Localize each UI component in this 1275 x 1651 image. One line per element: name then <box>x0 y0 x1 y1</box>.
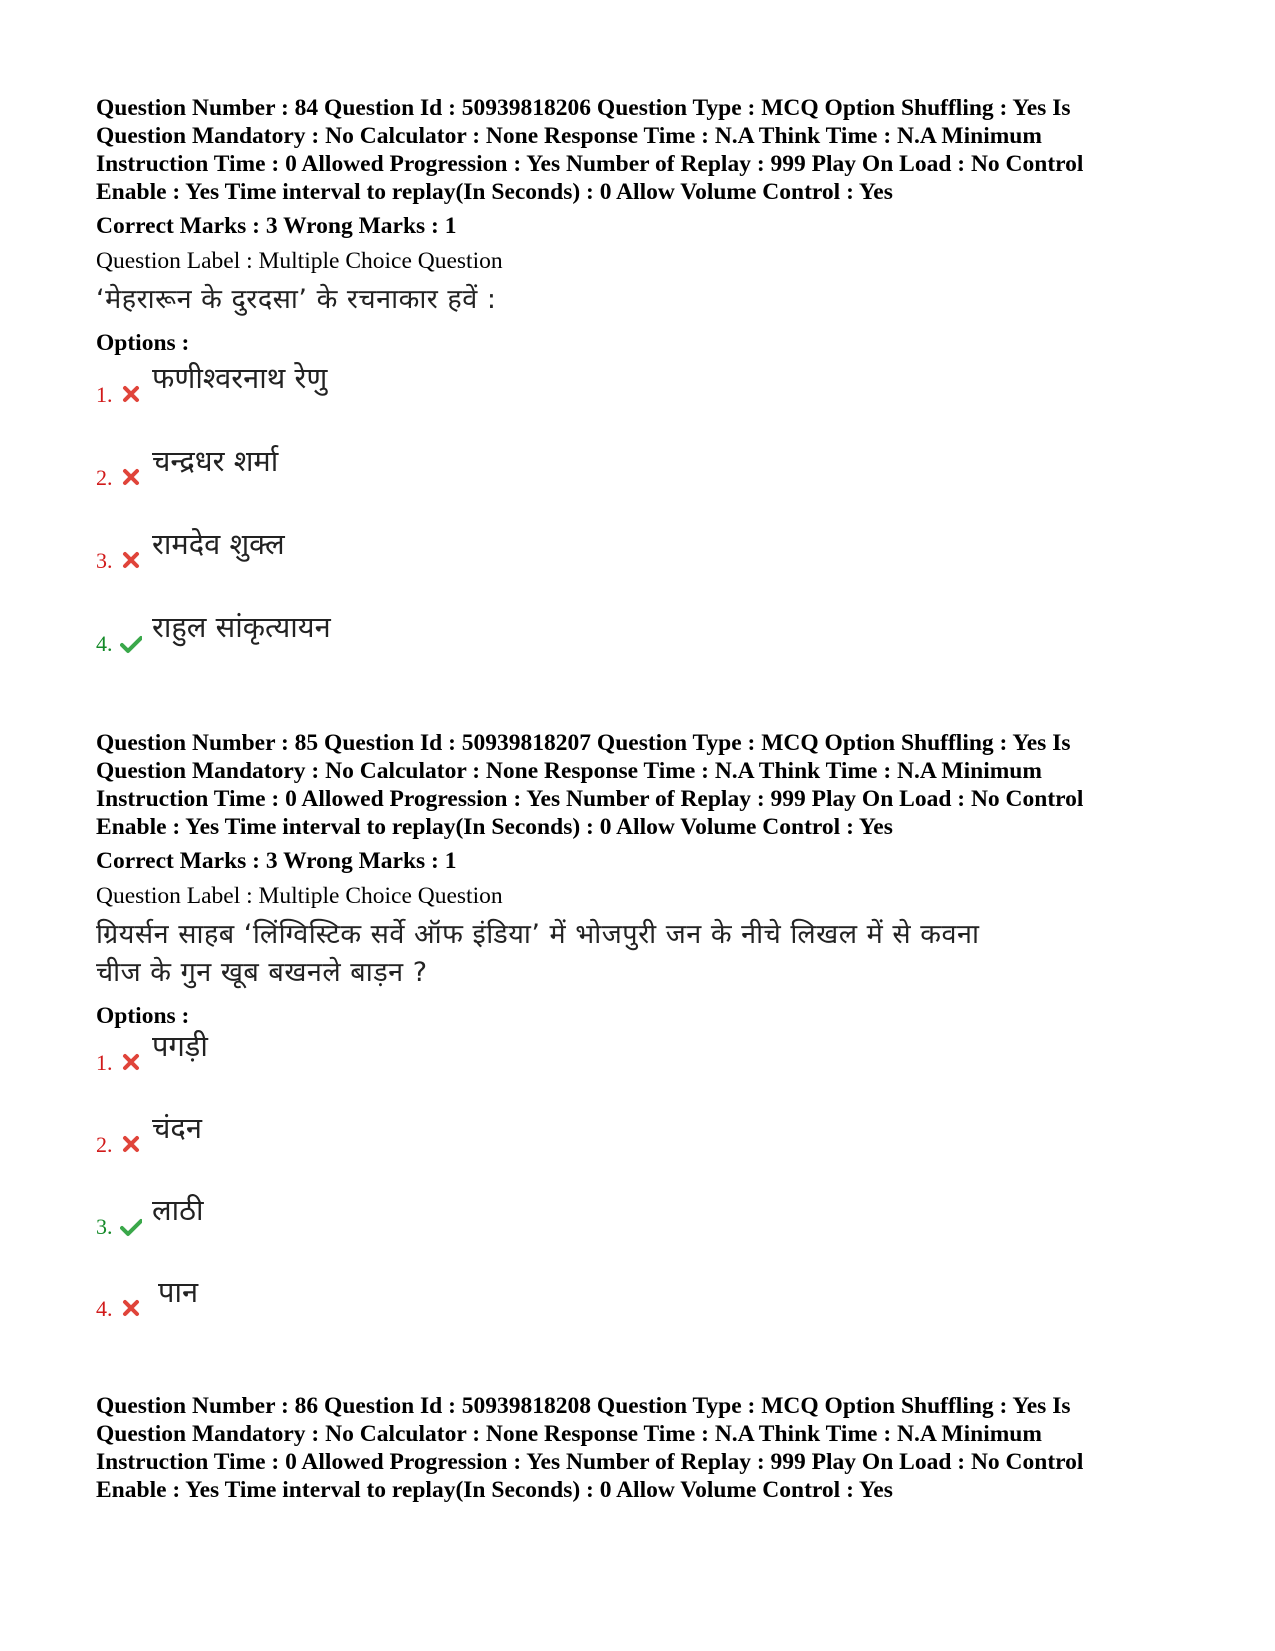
option-3 <box>96 1192 696 1242</box>
checkmark-icon <box>120 1214 142 1238</box>
cross-icon <box>120 1296 142 1320</box>
checkmark-icon <box>120 631 142 655</box>
option-text: फणीश्वरनाथ रेणु <box>152 361 328 395</box>
option-number: 3. <box>96 1214 113 1239</box>
cross-icon <box>120 1132 142 1156</box>
question-label: Question Label : Multiple Choice Question <box>96 248 503 274</box>
cross-icon <box>120 382 142 406</box>
question-label: Question Label : Multiple Choice Question <box>96 883 503 909</box>
question-meta: Question Number : 85 Question Id : 50939818207 Question Type : MCQ Option Shuffling : Yes Is Question Mandatory : No Calculator : None Response Time : N.A Think Time : N.A Minimum Instruction Time : 0 Allowed Progression : Yes Number of Replay : 999 Play On Load : No Control Enable : Yes Time interval to replay(In Seconds) : 0 Allow Volume Control : Yes <box>96 730 1084 840</box>
question-marks: Correct Marks : 3 Wrong Marks : 1 <box>96 848 457 874</box>
option-1 <box>96 1028 696 1078</box>
option-1 <box>96 360 696 410</box>
option-4 <box>96 609 696 659</box>
option-text: चंदन <box>152 1111 202 1145</box>
option-number: 1. <box>96 1050 113 1075</box>
question-text: ‘मेहरारून के दुरदसा’ के रचनाकार हवें : <box>96 284 497 315</box>
cross-icon <box>120 1050 142 1074</box>
option-number: 4. <box>96 1296 113 1321</box>
option-4 <box>96 1274 696 1324</box>
question-marks: Correct Marks : 3 Wrong Marks : 1 <box>96 213 457 239</box>
option-number: 2. <box>96 465 113 490</box>
option-number: 4. <box>96 631 113 656</box>
option-2 <box>96 443 696 493</box>
question-meta: Question Number : 84 Question Id : 50939818206 Question Type : MCQ Option Shuffling : Yes Is Question Mandatory : No Calculator : None Response Time : N.A Think Time : N.A Minimum Instruction Time : 0 Allowed Progression : Yes Number of Replay : 999 Play On Load : No Control Enable : Yes Time interval to replay(In Seconds) : 0 Allow Volume Control : Yes <box>96 95 1084 205</box>
option-text: चन्द्रधर शर्मा <box>152 444 279 478</box>
question-86 <box>96 1392 1196 1504</box>
question-84 <box>96 94 1196 357</box>
cross-icon <box>120 548 142 572</box>
option-3 <box>96 526 696 576</box>
options-heading: Options : <box>96 330 190 356</box>
question-meta: Question Number : 86 Question Id : 50939818208 Question Type : MCQ Option Shuffling : Yes Is Question Mandatory : No Calculator : None Response Time : N.A Think Time : N.A Minimum Instruction Time : 0 Allowed Progression : Yes Number of Replay : 999 Play On Load : No Control Enable : Yes Time interval to replay(In Seconds) : 0 Allow Volume Control : Yes <box>96 1393 1084 1503</box>
option-text: लाठी <box>152 1193 204 1227</box>
question-text: ग्रियर्सन साहब ‘लिंग्विस्टिक सर्वे ऑफ इंडिया’ में भोजपुरी जन के नीचे लिखल में से कवना चीज के गुन खूब बखनले बाड़न ? <box>96 919 980 988</box>
option-text: रामदेव शुक्ल <box>152 527 285 561</box>
option-2 <box>96 1110 696 1160</box>
cross-icon <box>120 465 142 489</box>
option-number: 2. <box>96 1132 113 1157</box>
options-heading: Options : <box>96 1003 190 1029</box>
question-85 <box>96 729 1196 1030</box>
option-number: 3. <box>96 548 113 573</box>
option-text: पान <box>158 1275 199 1309</box>
option-text: राहुल सांकृत्यायन <box>152 610 331 644</box>
option-text: पगड़ी <box>152 1029 208 1063</box>
option-number: 1. <box>96 382 113 407</box>
